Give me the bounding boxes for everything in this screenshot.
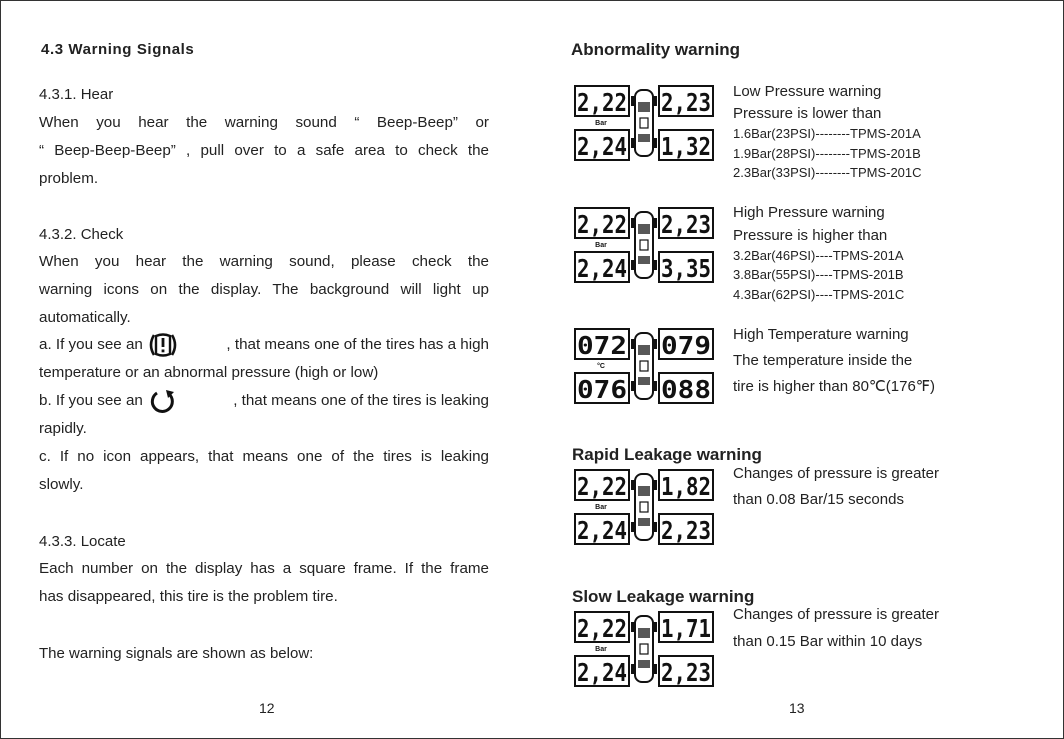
lcd-value-bl: 2,24 xyxy=(577,658,627,687)
check-title: 4.3.2. Check xyxy=(39,226,124,243)
item-a-before: a. If you see an xyxy=(39,336,143,353)
lcd-value-br: 088 xyxy=(661,375,711,404)
high-temperature-line-2: tire is higher than 80℃(176℉) xyxy=(733,378,936,395)
hear-line-2: “ Beep-Beep-Beep” , pull over to a safe area to check the xyxy=(39,142,489,159)
check-line-1: When you hear the warning sound, please check the xyxy=(39,253,489,270)
slow-leakage-heading: Slow Leakage warning xyxy=(572,587,755,606)
rapid-leak-icon xyxy=(147,388,179,414)
lcd-value-tr: 2,23 xyxy=(661,88,711,117)
item-a-line xyxy=(39,331,489,359)
lcd-unit: Bar xyxy=(595,242,607,249)
lcd-value-bl: 076 xyxy=(577,375,627,404)
high-temperature-title: High Temperature warning xyxy=(733,326,909,343)
high-pressure-line-3: 4.3Bar(62PSI)----TPMS-201C xyxy=(733,287,905,302)
lcd-value-bl: 2,24 xyxy=(577,132,627,161)
lcd-value-bl: 2,24 xyxy=(577,254,627,283)
lcd-low-pressure xyxy=(573,82,715,166)
locate-line-1: Each number on the display has a square frame. If the frame xyxy=(39,560,489,577)
low-pressure-line-1: 1.6Bar(23PSI)--------TPMS-201A xyxy=(733,126,921,141)
high-pressure-subtitle: Pressure is higher than xyxy=(733,227,888,244)
locate-title: 4.3.3. Locate xyxy=(39,533,126,550)
low-pressure-title: Low Pressure warning xyxy=(733,83,882,100)
locate-line-2: has disappeared, this tire is the problem tire. xyxy=(39,588,338,605)
lcd-high-pressure xyxy=(573,204,715,288)
lcd-value-br: 2,23 xyxy=(661,516,711,545)
tire-exclamation-icon xyxy=(147,332,179,358)
section-heading: 4.3 Warning Signals xyxy=(41,41,195,58)
rapid-leakage-line-2: than 0.08 Bar/15 seconds xyxy=(733,491,904,508)
lcd-rapid-leakage xyxy=(573,466,715,550)
car-icon xyxy=(631,474,657,540)
lcd-value-br: 1,32 xyxy=(661,132,711,161)
high-temperature-line-1: The temperature inside the xyxy=(733,352,913,369)
lcd-value-tr: 2,23 xyxy=(661,210,711,239)
slow-leakage-line-1: Changes of pressure is greater xyxy=(733,606,939,623)
lcd-unit: °C xyxy=(597,363,605,370)
low-pressure-line-3: 2.3Bar(33PSI)--------TPMS-201C xyxy=(733,165,922,180)
lcd-slow-leakage xyxy=(573,608,715,692)
lcd-value-tr: 079 xyxy=(661,331,711,360)
page-number-right: 13 xyxy=(789,700,805,716)
lcd-value-tr: 1,82 xyxy=(661,472,711,501)
rapid-leakage-line-1: Changes of pressure is greater xyxy=(733,465,939,482)
car-icon xyxy=(631,333,657,399)
low-pressure-line-2: 1.9Bar(28PSI)--------TPMS-201B xyxy=(733,146,921,161)
abnormality-heading: Abnormality warning xyxy=(571,40,741,59)
lcd-unit: Bar xyxy=(595,120,607,127)
lcd-value-br: 3,35 xyxy=(661,254,711,283)
car-icon xyxy=(631,90,657,156)
item-a-line-2: temperature or an abnormal pressure (high or low) xyxy=(39,364,379,381)
low-pressure-subtitle: Pressure is lower than xyxy=(733,105,882,122)
high-pressure-line-1: 3.2Bar(46PSI)----TPMS-201A xyxy=(733,248,904,263)
lcd-value-tl: 2,22 xyxy=(577,614,627,643)
lcd-value-tr: 1,71 xyxy=(661,614,711,643)
lcd-unit: Bar xyxy=(595,504,607,511)
high-pressure-title: High Pressure warning xyxy=(733,204,885,221)
item-b-before: b. If you see an xyxy=(39,392,143,409)
hear-title: 4.3.1. Hear xyxy=(39,86,114,103)
hear-line-1: When you hear the warning sound “ Beep-Beep” or xyxy=(39,114,489,131)
item-c-line-2: slowly. xyxy=(39,476,84,493)
lcd-high-temperature xyxy=(573,325,715,409)
lcd-value-tl: 2,22 xyxy=(577,88,627,117)
item-b-after: , that means one of the tires is leaking xyxy=(233,392,489,409)
lcd-unit: Bar xyxy=(595,646,607,653)
car-icon xyxy=(631,212,657,278)
item-b-line-2: rapidly. xyxy=(39,420,87,437)
item-a-after: , that means one of the tires has a high xyxy=(226,336,489,353)
page-number-left: 12 xyxy=(259,700,275,716)
check-line-3: automatically. xyxy=(39,309,131,326)
lcd-value-tl: 2,22 xyxy=(577,472,627,501)
high-pressure-line-2: 3.8Bar(55PSI)----TPMS-201B xyxy=(733,267,904,282)
closing-line: The warning signals are shown as below: xyxy=(39,645,314,662)
lcd-value-br: 2,23 xyxy=(661,658,711,687)
check-line-2: warning icons on the display. The background will light up xyxy=(39,281,489,298)
car-icon xyxy=(631,616,657,682)
rapid-leakage-heading: Rapid Leakage warning xyxy=(572,445,762,464)
lcd-value-bl: 2,24 xyxy=(577,516,627,545)
lcd-value-tl: 072 xyxy=(577,331,627,360)
item-b-line xyxy=(39,387,489,415)
lcd-value-tl: 2,22 xyxy=(577,210,627,239)
hear-line-3: problem. xyxy=(39,170,99,187)
slow-leakage-line-2: than 0.15 Bar within 10 days xyxy=(733,633,923,650)
item-c-line-1: c. If no icon appears, that means one of the tires is leaking xyxy=(39,448,489,465)
